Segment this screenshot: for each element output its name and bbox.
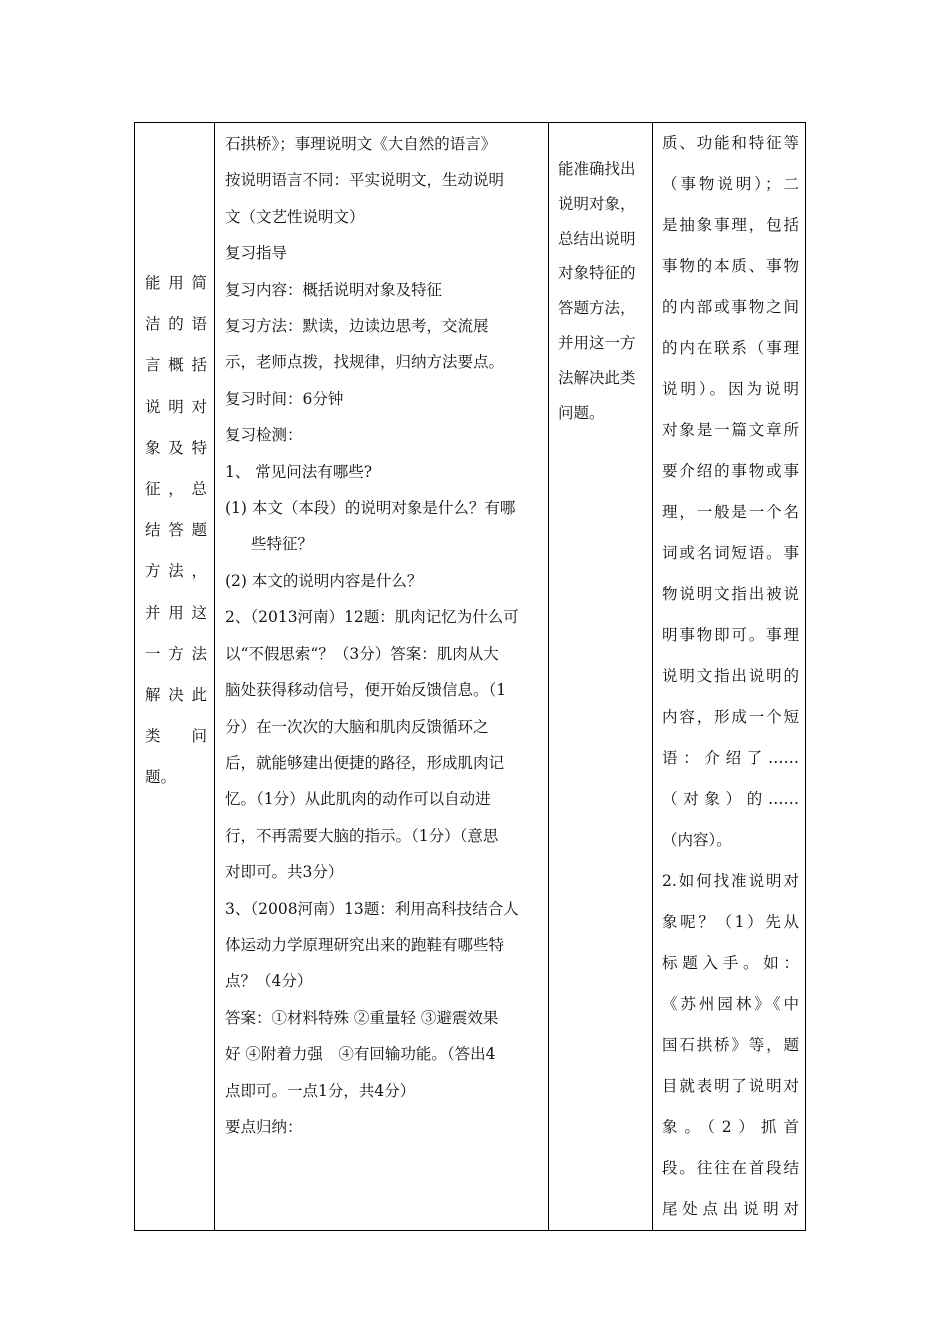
text-line: 《苏州园林》《中 bbox=[662, 995, 799, 1013]
text-line: 结答题 bbox=[145, 521, 207, 540]
text-line: 复习方法：默读，边读边思考，交流展 bbox=[225, 317, 489, 336]
text-line: 对象特征的 bbox=[558, 264, 636, 283]
text-line: 忆。（1分）从此肌肉的动作可以自动进 bbox=[225, 790, 491, 809]
text-line: 方法， bbox=[145, 562, 207, 581]
text-line: 些特征？ bbox=[251, 535, 314, 554]
text-line: 点？（4分） bbox=[225, 972, 313, 991]
text-line: 的内在联系（事理 bbox=[662, 339, 799, 357]
text-line: 2.如何找准说明对 bbox=[662, 872, 799, 890]
text-line: 石拱桥》；事理说明文《大自然的语言》 bbox=[225, 135, 497, 153]
text-line: 言概括 bbox=[145, 356, 207, 375]
question-item: 2、（2013河南）12题：肌肉记忆为什么可 bbox=[225, 608, 519, 627]
question-item: (1) 本文（本段）的说明对象是什么？有哪 bbox=[225, 499, 516, 518]
text-line: 答案：①材料特殊 ②重量轻 ③避震效果 bbox=[225, 1008, 499, 1027]
text-line: 解决此 bbox=[145, 686, 207, 705]
text-line: 后，就能够建出便捷的路径，形成肌肉记 bbox=[225, 753, 505, 772]
text-line: 事物的本质、事物 bbox=[662, 257, 799, 275]
text-line: 法解决此类 bbox=[558, 368, 636, 387]
text-line: 复习内容：概括说明对象及特征 bbox=[225, 280, 443, 299]
text-line: 象及特 bbox=[145, 438, 207, 457]
question-item: 3、（2008河南）13题：利用高科技结合人 bbox=[225, 899, 519, 918]
text-line: 脑处获得移动信号，便开始反馈信息。（1 bbox=[225, 681, 507, 700]
text-line: 一方法 bbox=[145, 644, 207, 663]
text-line: （内容）。 bbox=[662, 831, 732, 849]
text-line: 说明对 bbox=[145, 397, 207, 416]
text-line: 标题入手。如： bbox=[662, 954, 799, 972]
text-line: 答题方法， bbox=[558, 299, 636, 318]
text-line: 问题。 bbox=[558, 403, 605, 422]
text-line: 点即可。一点1分，共4分） bbox=[225, 1081, 416, 1100]
text-line: 征，总 bbox=[145, 480, 207, 499]
text-line: 能准确找出 bbox=[558, 160, 636, 178]
text-line: （对象）的…… bbox=[662, 790, 799, 808]
text-line: 物说明文指出被说 bbox=[662, 585, 799, 603]
text-line: 理，一般是一个名 bbox=[662, 503, 799, 521]
text-line: 行，不再需要大脑的指示。（1分）（意思 bbox=[225, 826, 499, 845]
text-line: 要介绍的事物或事 bbox=[662, 462, 799, 480]
text-line: 分）在一次次的大脑和肌肉反馈循环之 bbox=[225, 717, 489, 736]
text-line: 按说明语言不同：平实说明文，生动说明 bbox=[225, 171, 505, 190]
question-item: (2) 本文的说明内容是什么？ bbox=[225, 571, 423, 590]
text-line: 文（文艺性说明文） bbox=[225, 207, 365, 226]
text-line: （事物说明）；二 bbox=[662, 175, 799, 193]
text-line: 国石拱桥》等，题 bbox=[662, 1036, 799, 1054]
text-line: 质、功能和特征等 bbox=[662, 134, 799, 152]
text-line: 示，老师点拨，找规律，归纳方法要点。 bbox=[225, 353, 505, 372]
text-line: 对象是一篇文章所 bbox=[662, 421, 799, 439]
section-heading: 复习指导 bbox=[225, 244, 288, 263]
objective-text bbox=[145, 263, 207, 799]
text-line: 的内部或事物之间 bbox=[662, 298, 799, 316]
text-line: 能用简 bbox=[145, 274, 207, 292]
content-cell bbox=[215, 123, 549, 1231]
text-line: 明事物即可。事理 bbox=[662, 626, 799, 644]
text-line: 段。往往在首段结 bbox=[662, 1159, 799, 1177]
content-text bbox=[215, 123, 548, 1145]
text-line: 词或名词短语。事 bbox=[662, 544, 799, 562]
text-line: 尾处点出说明对 bbox=[662, 1200, 799, 1218]
objective-cell bbox=[135, 123, 215, 1231]
text-line: 说明文指出说明的 bbox=[662, 667, 799, 685]
lesson-plan-table bbox=[134, 122, 806, 1231]
text-line: 象呢？（1）先从 bbox=[662, 913, 799, 931]
text-line: 复习时间：6分钟 bbox=[225, 389, 344, 408]
goal-cell bbox=[549, 123, 653, 1231]
text-line: 对即可。共3分） bbox=[225, 863, 344, 882]
text-line: 目就表明了说明对 bbox=[662, 1077, 799, 1095]
section-heading: 要点归纳： bbox=[225, 1117, 303, 1136]
text-line: 说明对象， bbox=[558, 194, 636, 213]
text-line: 并用这一方 bbox=[558, 333, 636, 352]
notes-text bbox=[653, 123, 805, 1230]
text-line: 语：介绍了…… bbox=[662, 749, 799, 767]
text-line: 体运动力学原理研究出来的跑鞋有哪些特 bbox=[225, 935, 505, 954]
text-line: 内容，形成一个短 bbox=[662, 708, 799, 726]
text-line: 并用这 bbox=[145, 603, 207, 622]
text-line: 总结出说明 bbox=[558, 229, 636, 248]
section-heading: 复习检测： bbox=[225, 426, 303, 445]
text-line: 说明）。因为说明 bbox=[662, 380, 799, 398]
text-line: 好 ④附着力强 ④有回输功能。（答出4 bbox=[225, 1045, 496, 1064]
question-item: 1、 常见问法有哪些? bbox=[225, 462, 373, 481]
text-line: 洁的语 bbox=[145, 315, 207, 334]
text-line: 题。 bbox=[145, 768, 177, 787]
text-line: 类 问 bbox=[145, 727, 207, 746]
table-row bbox=[135, 123, 806, 1231]
text-line: 象。（2）抓首 bbox=[662, 1118, 799, 1136]
notes-cell bbox=[653, 123, 806, 1231]
goal-text bbox=[549, 123, 652, 430]
text-line: 是抽象事理，包括 bbox=[662, 216, 799, 234]
text-line: 以“不假思索“？（3分）答案：肌肉从大 bbox=[225, 644, 499, 663]
